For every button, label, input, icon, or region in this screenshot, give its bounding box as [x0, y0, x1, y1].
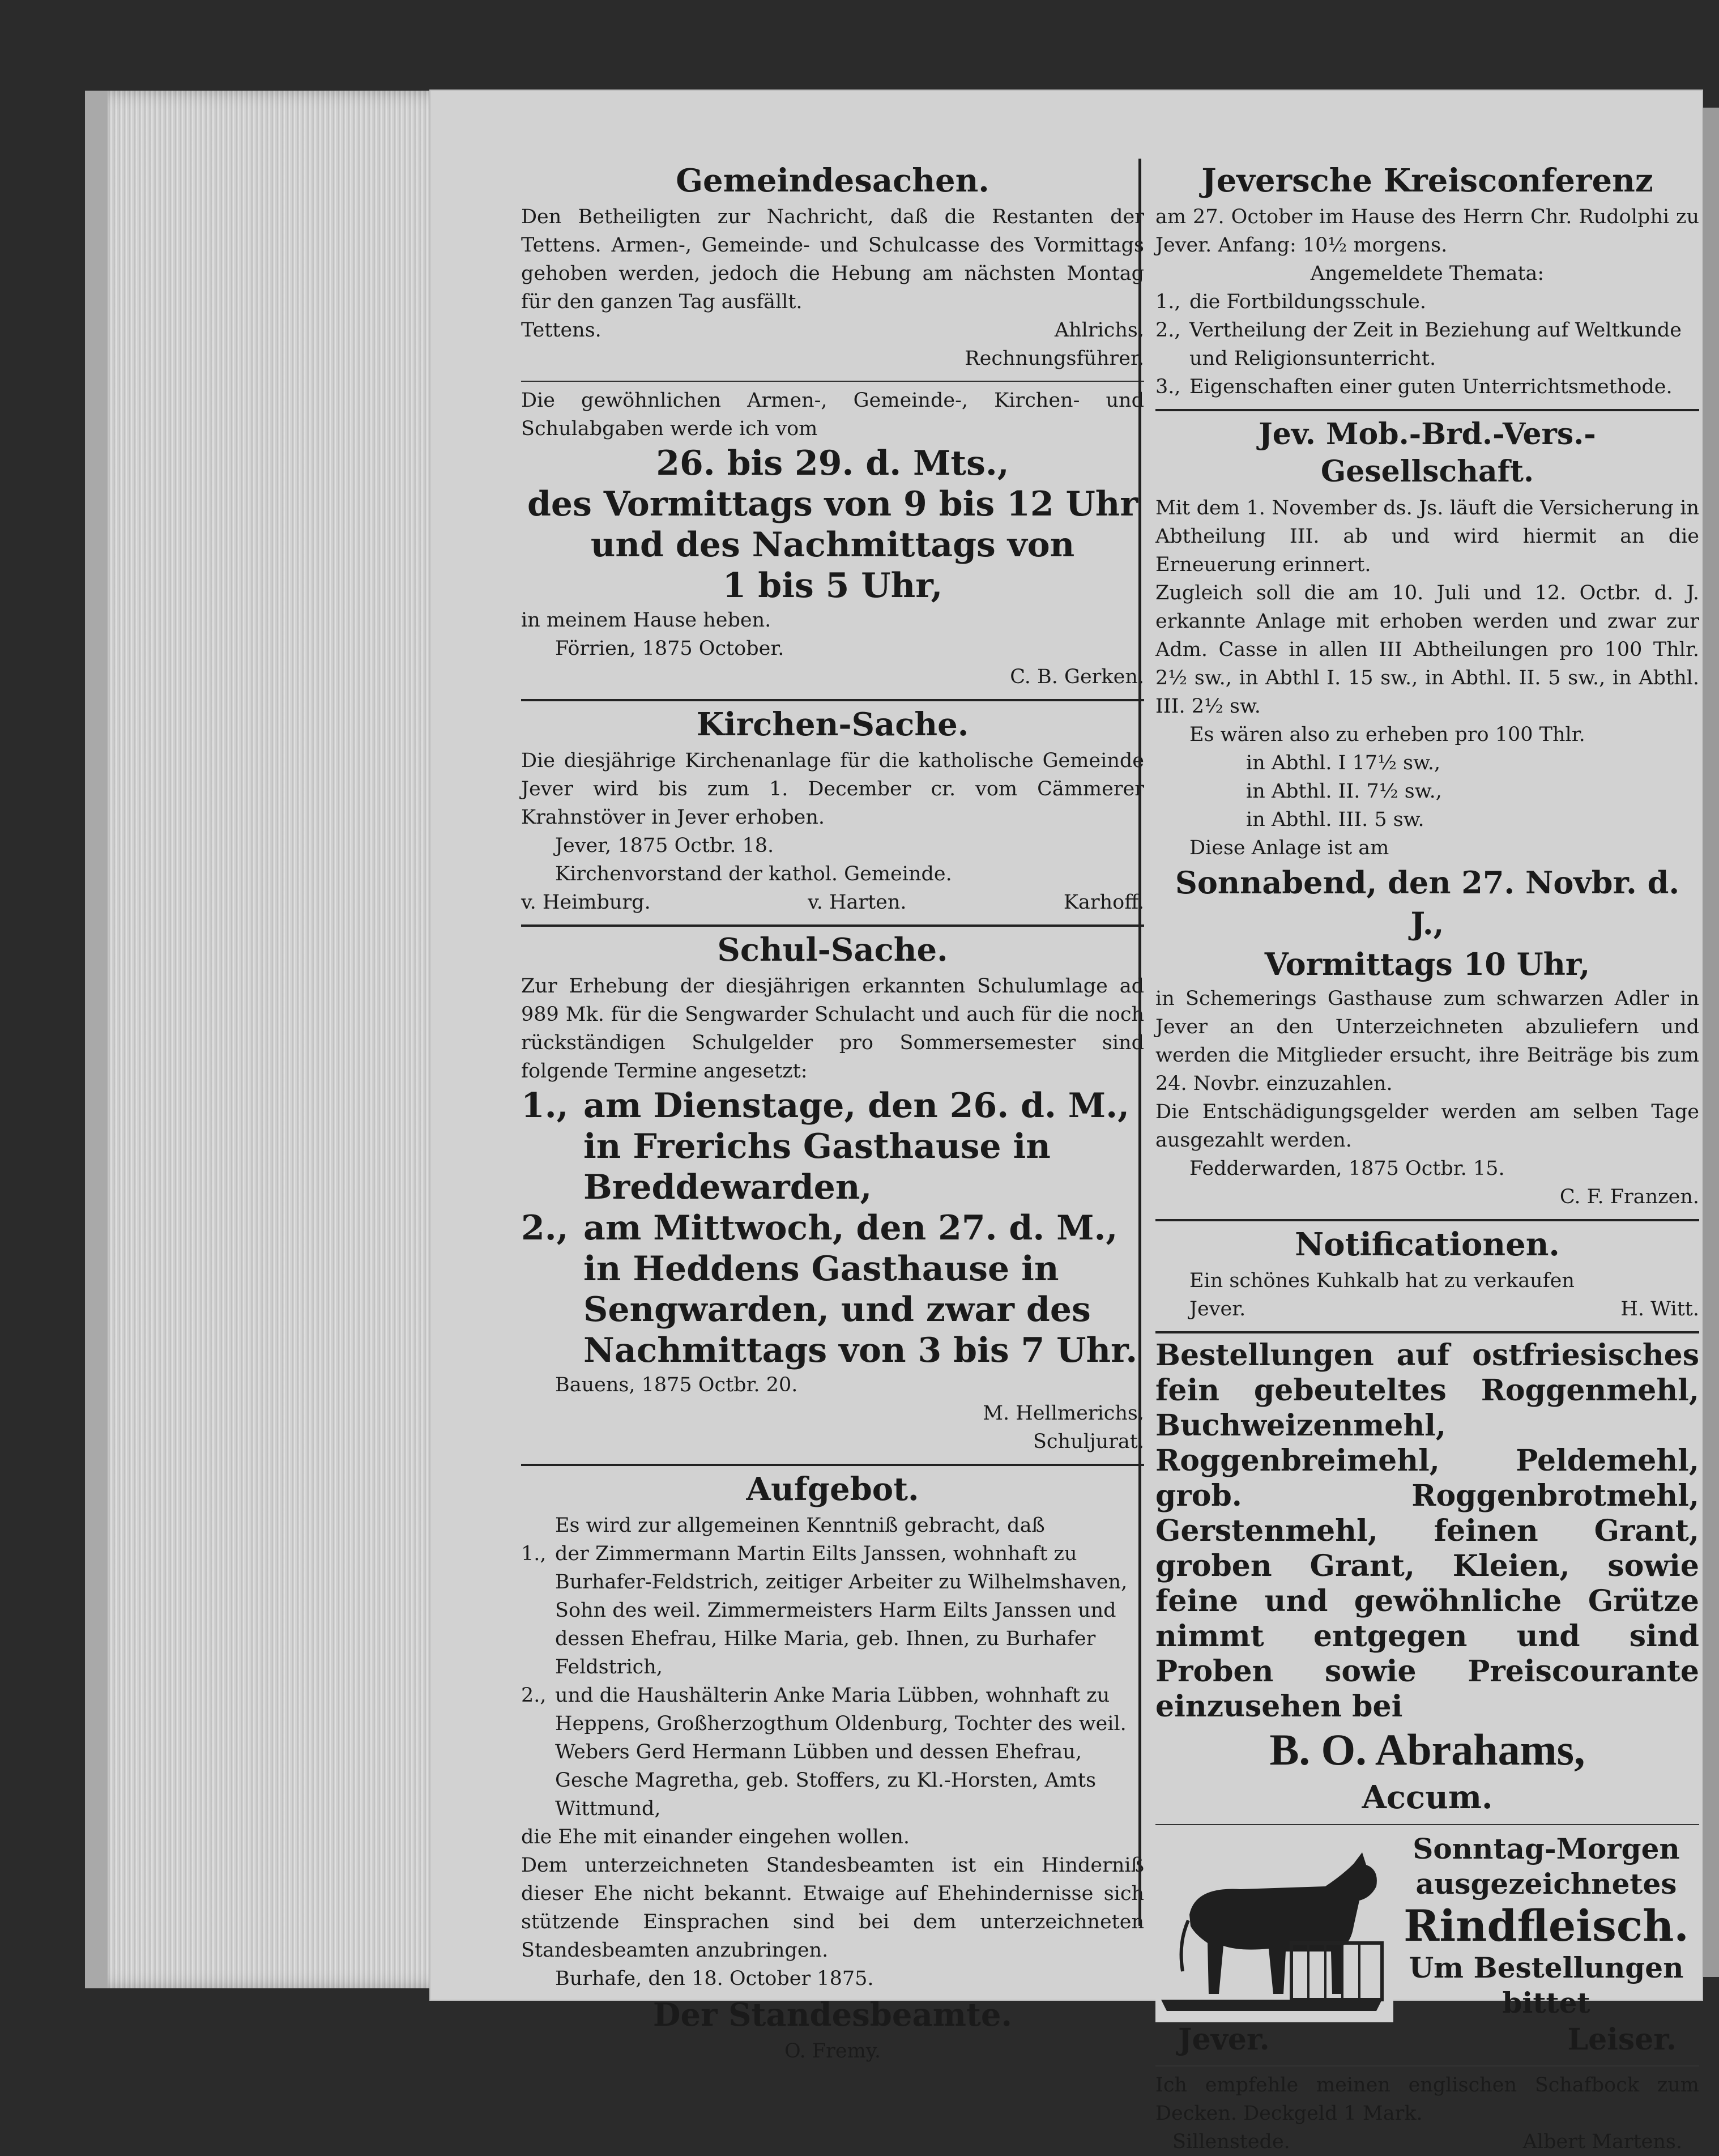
notice-signer: O. Fremy. — [784, 2040, 881, 2063]
notice-title: Aufgebot. — [746, 1471, 919, 1508]
list-item — [521, 1540, 1144, 1681]
ad-headline: Rindfleisch. — [1404, 1901, 1689, 1951]
notice-outro: in meinem Hause heben. — [521, 609, 771, 632]
notice-signer: Ahlrichs, — [1054, 319, 1144, 342]
notice-kreisconferenz — [1155, 162, 1699, 401]
notice-signer-role: Schuljurat. — [1033, 1430, 1144, 1453]
divider — [1155, 1219, 1699, 1221]
divider — [521, 924, 1144, 927]
notice-place: Tettens. — [521, 319, 602, 342]
list-item — [1155, 316, 1699, 373]
notice-place-date: Jever, 1875 Octbr. 18. — [555, 834, 774, 857]
notice-text: Die diesjährige Kirchenanlage für die katholische Gemeinde Jever wird bis zum 1. December cr. vom Cämmerer Krahnstöver in Jever erhoben. — [521, 749, 1144, 829]
notice-notificationen — [1155, 1226, 1699, 1323]
list-item — [521, 1085, 1144, 1208]
notice-afternoon-label: und des Nachmittags von — [590, 525, 1075, 565]
divider — [521, 381, 1144, 382]
divider — [1155, 1331, 1699, 1333]
notice-place-date: Fedderwarden, 1875 Octbr. 15. — [1189, 1157, 1505, 1180]
notice-title: Jev. Mob.-Brd.-Vers.-Gesellschaft. — [1259, 417, 1596, 489]
notice-text: Dem unterzeichneten Standesbeamten ist ein Hinderniß dieser Ehe nicht bekannt. Etwaige auf Ehehindernisse sich stützende Einsprachen sind bei dem unterzeichneten Standesbeamten anzubringen. — [521, 1854, 1144, 1962]
notice-aufgebot — [521, 1471, 1144, 2065]
list-item — [521, 1681, 1144, 1823]
notice-office: Der Standesbeamte. — [652, 1996, 1013, 2034]
item-text: am Mittwoch, den 27. d. M., in Heddens Gasthause in Sengwarden, und zwar des Nachmittags von 3 bis 7 Uhr. — [583, 1208, 1138, 1370]
list-item — [1155, 373, 1699, 401]
notice-board: Kirchenvorstand der kathol. Gemeinde. — [555, 863, 952, 885]
notice-signer: v. Heimburg. — [521, 891, 651, 914]
notice-signer-role: Rechnungsführer. — [965, 347, 1144, 370]
ad-line: Sonntag-Morgen — [1413, 1832, 1680, 1865]
notice-place-date: Bauens, 1875 Octbr. 20. — [555, 1374, 798, 1396]
book-page-edges — [85, 91, 459, 1988]
notice-signer: C. F. Franzen. — [1559, 1186, 1699, 1208]
item-text: der Zimmermann Martin Eilts Janssen, wohnhaft zu Burhafer-Feldstrich, zeitiger Arbeiter zu Wilhelmshaven, Sohn des weil. Zimmermeisters Harm Eilts Janssen und dessen Ehefrau, Hilke Maria, geb. Ihnen, zu Burhafer Feldstrich, — [555, 1543, 1128, 1678]
notice-mob-brd-vers — [1155, 416, 1699, 1211]
notice-date: Sonnabend, den 27. Novbr. d. J., — [1175, 864, 1680, 941]
notice-text: Den Betheiligten zur Nachricht, daß die Restanten der Tettens. Armen-, Gemeinde- und Schulcasse des Vormittags gehoben werden, jedoch die Hebung am nächsten Montag für den ganzen Tag ausfällt. — [521, 206, 1144, 313]
list-item — [521, 1208, 1144, 1371]
notice-text: Ein schönes Kuhkalb hat zu verkaufen — [1189, 1269, 1575, 1292]
item-number: 1., — [521, 1543, 547, 1565]
item-number: 2., — [521, 1208, 569, 1248]
notice-place-date: Burhafe, den 18. October 1875. — [555, 1967, 874, 1990]
item-text: am Dienstage, den 26. d. M., in Frerichs Gasthause in Breddewarden, — [583, 1086, 1129, 1207]
divider — [1155, 409, 1699, 411]
notice-text: Die Entschädigungsgelder werden am selben Tage ausgezahlt werden. — [1155, 1101, 1699, 1152]
notice-place-date: Förrien, 1875 October. — [555, 637, 784, 660]
notice-signer: v. Harten. — [808, 891, 907, 914]
ad-advertiser: Albert Martens. — [1522, 2131, 1682, 2153]
next-page-edge — [1702, 108, 1719, 1977]
list-item — [1155, 288, 1699, 316]
rate-line: in Abthl. I 17½ sw., — [1246, 752, 1441, 774]
cow-illustration-icon — [1155, 1830, 1393, 2022]
ad-line: Um Bestellungen — [1409, 1951, 1684, 1984]
notice-text: Diese Anlage ist am — [1189, 837, 1389, 859]
item-number: 2., — [521, 1684, 547, 1707]
item-text: Vertheilung der Zeit in Beziehung auf Weltkunde und Religionsunterricht. — [1189, 319, 1682, 370]
rate-line: in Abthl. III. 5 sw. — [1246, 808, 1424, 831]
newspaper-page — [430, 91, 1702, 2153]
notice-place: Jever. — [1189, 1298, 1246, 1320]
item-text: Eigenschaften einer guten Unterrichtsmethode. — [1189, 376, 1673, 398]
ad-place: Sillenstede. — [1172, 2131, 1290, 2153]
notice-gemeindesachen — [521, 162, 1144, 373]
ad-text: Ich empfehle meinen englischen Schafbock zum Decken. Deckgeld 1 Mark. — [1155, 2074, 1699, 2125]
notice-text: in Schemerings Gasthause zum schwarzen Adler in Jever an den Unterzeichneten abzuliefern und werden die Mitglieder ersucht, ihre Beiträge bis zum 24. Novbr. einzuzahlen. — [1155, 987, 1699, 1095]
notice-title: Schul-Sache. — [717, 931, 948, 969]
divider — [521, 699, 1144, 701]
notice-after: die Ehe mit einander eingehen wollen. — [521, 1826, 910, 1848]
notice-signer: H. Witt. — [1620, 1298, 1699, 1320]
divider — [1155, 1824, 1699, 1825]
ad-place: Jever. — [1178, 2022, 1270, 2057]
ad-line: ausgezeichnetes — [1415, 1867, 1677, 1901]
notice-text: am 27. October im Hause des Herrn Chr. Rudolphi zu Jever. Anfang: 10½ morgens. — [1155, 206, 1699, 257]
ad-abrahams — [1155, 1338, 1699, 1816]
ad-martens — [1155, 2071, 1699, 2156]
notice-title: Notificationen. — [1295, 1226, 1560, 1263]
notice-text: Es wären also zu erheben pro 100 Thlr. — [1189, 723, 1585, 746]
divider — [521, 1464, 1144, 1466]
notice-signer: Karhoff. — [1063, 891, 1144, 914]
notice-schul-sache — [521, 931, 1144, 1456]
notice-signer: C. B. Gerken. — [1010, 666, 1144, 688]
item-number: 1., — [1155, 291, 1181, 313]
ad-text: Bestellungen auf ostfriesisches fein gebeuteltes Roggenmehl, Buchweizenmehl, Roggenbreimehl, Peldemehl, grob. Roggenbrotmehl, Gerstenmehl, feinen Grant, groben Grant, Kleien, sowie feine und gewöhnliche Grütze nimmt entgegen und sind Proben sowie Preiscourante einzusehen bei — [1155, 1338, 1699, 1724]
notice-abgaben — [521, 386, 1144, 691]
item-number: 3., — [1155, 376, 1181, 398]
notice-date-range: 26. bis 29. d. Mts., — [656, 444, 1009, 483]
ad-leiser — [1155, 1830, 1699, 2057]
right-column — [1138, 159, 1699, 2153]
notice-signer: M. Hellmerichs, — [983, 1402, 1144, 1425]
notice-time: Vormittags 10 Uhr, — [1264, 946, 1590, 982]
ad-advertiser: Leiser. — [1567, 2022, 1677, 2057]
item-number: 2., — [1155, 319, 1181, 342]
ad-place: Accum. — [1362, 1779, 1493, 1816]
notice-afternoon-hours: 1 bis 5 Uhr, — [722, 566, 943, 606]
ad-advertiser: B. O. Abrahams, — [1269, 1725, 1585, 1774]
notice-text: Mit dem 1. November ds. Js. läuft die Versicherung in Abtheilung III. ab und wird hiermit an die Erneuerung erinnert. — [1155, 497, 1699, 576]
notice-intro: Es wird zur allgemeinen Kenntniß gebracht, daß — [555, 1514, 1045, 1537]
rate-line: in Abthl. II. 7½ sw., — [1246, 780, 1442, 803]
item-number: 1., — [521, 1086, 569, 1126]
item-text: und die Haushälterin Anke Maria Lübben, wohnhaft zu Heppens, Großherzogthum Oldenburg, Tochter des weil. Webers Gerd Hermann Lübben und dessen Ehefrau, Gesche Magretha, geb. Stoffers, zu Kl.-Horsten, Amts Wittmund, — [555, 1684, 1127, 1820]
left-column — [521, 159, 1144, 2073]
notice-text: Zugleich soll die am 10. Juli und 12. Octbr. d. J. erkannte Anlage mit erhoben werden und zwar zur Adm. Casse in allen III Abtheilungen pro 100 Thlr. 2½ sw., in Abthl I. 15 sw., in Abthl. II. 5 sw., in Abthl. III. 2½ sw. — [1155, 582, 1699, 718]
notice-title: Kirchen-Sache. — [696, 706, 969, 743]
notice-text: Zur Erhebung der diesjährigen erkannten Schulumlage ad 989 Mk. für die Sengwarder Schulacht und auch für die noch rückständigen Schulgelder pro Sommersemester sind folgende Termine angesetzt: — [521, 975, 1144, 1083]
notice-intro: Die gewöhnlichen Armen-, Gemeinde-, Kirchen- und Schulabgaben werde ich vom — [521, 389, 1144, 440]
notice-morning-hours: des Vormittags von 9 bis 12 Uhr — [527, 484, 1138, 524]
item-text: die Fortbildungsschule. — [1189, 291, 1427, 313]
notice-title: Jeversche Kreisconferenz — [1201, 162, 1653, 199]
notice-subtitle: Angemeldete Themata: — [1310, 262, 1545, 285]
notice-kirchen-sache — [521, 706, 1144, 917]
notice-title: Gemeindesachen. — [676, 162, 989, 199]
divider — [1155, 2065, 1699, 2066]
ad-line: bittet — [1502, 1986, 1590, 2019]
